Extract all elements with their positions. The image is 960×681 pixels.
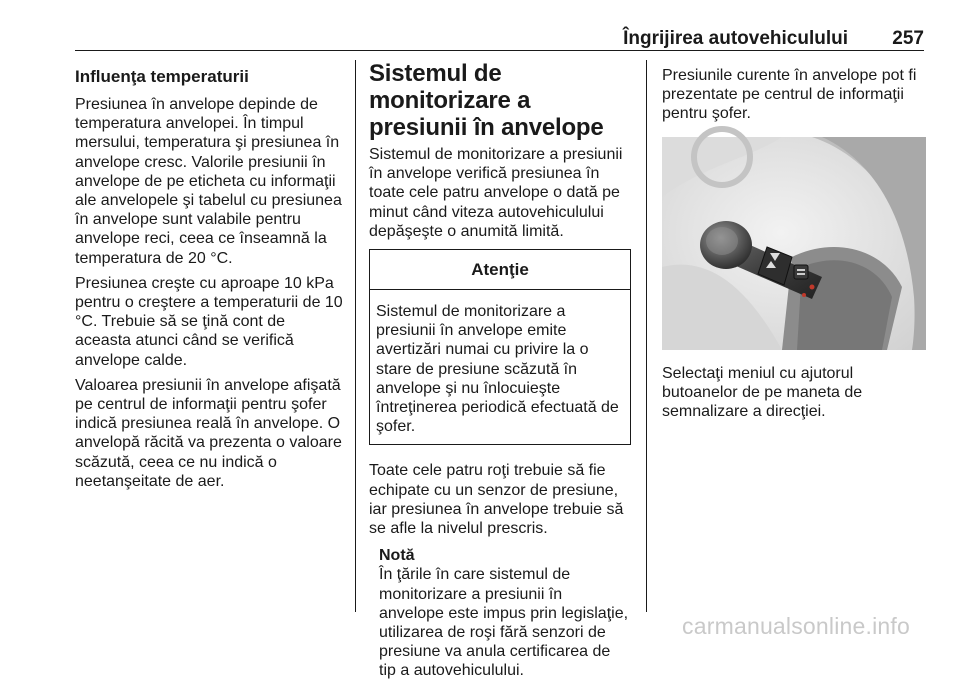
warning-box xyxy=(369,249,631,445)
paragraph: Presiunile curente în anvelope pot fi prezentate pe centrul de informaţii pentru şofer. xyxy=(662,67,917,123)
running-header-title: Îngrijirea autovehiculului xyxy=(623,28,848,49)
paragraph: Presiunea în anvelope depinde de temperatura anvelopei. În timpul mersului, temperatura şi presiunea în anvelope cresc. Valorile presiunii în anvelope de pe eticheta cu informaţii ale anvelopele şi tabelul cu presiunea în anvelope sunt valabile pentru anvelope reci, ceea ce înseamnă la temperatura de 20 °C. xyxy=(75,96,342,267)
turn-signal-lever-photo xyxy=(662,137,926,350)
column-divider-2 xyxy=(646,60,647,612)
warning-text: Sistemul de monitorizare a presiunii în anvelope emite avertizări numai cu privire la o stare de presiune scăzută în anvelope şi nu înlocuieşte întreţinerea periodică efectuată de şofer. xyxy=(376,303,619,436)
column-1 xyxy=(75,60,345,497)
column-divider-1 xyxy=(355,60,356,612)
section-title: Sistemul de monitorizare a presiunii în anvelope xyxy=(369,60,604,141)
figure-caption: Selectaţi meniul cu ajutorul butoanelor de pe maneta de semnalizare a direcţiei. xyxy=(662,364,863,421)
note-text: În ţările în care sistemul de monitorizare a presiunii în anvelope este impus prin legislaţie, utilizarea de roşi fără senzori de presiune va anula certificarea de tip a autovehiculului. xyxy=(379,566,629,680)
header-divider xyxy=(75,50,924,51)
note-label: Notă xyxy=(379,547,415,565)
watermark: carmanualsonline.info xyxy=(682,613,910,639)
paragraph: Sistemul de monitorizare a presiunii în anvelope verifică presiunea în toate cele patru anvelope o dată pe minut când viteza autovehiculului depăşeşte o anumită limită. xyxy=(369,146,623,240)
paragraph: Toate cele patru roţi trebuie să fie echipate cu un senzor de presiune, iar presiunea în anvelope trebuie să se afle la nivelul prescris. xyxy=(369,462,624,538)
column-3 xyxy=(662,66,926,427)
paragraph: Valoarea presiunii în anvelope afişată pe centrul de informaţii pentru şofer indică presiunea reală în anvelope. O anvelopă răcită va prezenta o valoare scăzută, ceea ce nu indică o neetanşeitate de aer. xyxy=(75,376,342,490)
subheading-temperature: Influenţa temperaturii xyxy=(75,67,249,86)
warning-heading: Atenţie xyxy=(370,250,630,290)
note-block xyxy=(369,546,631,680)
page-number: 257 xyxy=(892,28,924,49)
paragraph: Presiunea creşte cu aproape 10 kPa pentru o creştere a temperaturii de 10 °C. Trebuie să se ţină cont de aceasta atunci când se verifică anvelope calde. xyxy=(75,274,343,369)
turn-signal-lever-illustration xyxy=(662,137,926,350)
column-2 xyxy=(369,60,631,681)
